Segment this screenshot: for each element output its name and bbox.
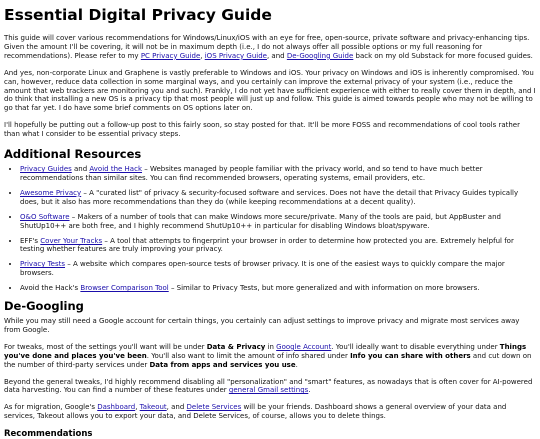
list-item: • Privacy Guides and Avoid the Hack – Websites managed by people familiar with the privacy world, and so tend to have much better recommendations than similar sites. You can find recommended browsers, operating systems, email providers, etc. — [20, 165, 536, 183]
intro-paragraph-3: I'll hopefully be putting out a follow-up post to this fairly soon, so stay posted for that. It'll be more FOSS and recommendations of cool tools rather than what I consider to be essential privacy steps. — [4, 121, 520, 139]
list-item: • EFF's Cover Your Tracks – A tool that attempts to fingerprint your browser in order to determine how protected you are. Extremely helpful for testing whether features are truly improving your privacy. — [20, 237, 536, 255]
degoogling-paragraph-1: While you may still need a Google account for certain things, you certainly can adjust settings to improve privacy and migrate most services away from Google. — [4, 317, 520, 334]
gmail-settings-link[interactable]: general Gmail settings — [228, 386, 309, 395]
degoogling-paragraph-4: As for migration, Google's Dashboard, Takeout, and Delete Services will be your friends. Dashboard shows a general overview of your data and services, Takeout allows you to export your data, and Delete Services, of course, allows you to delete things. — [4, 403, 507, 421]
pc-privacy-guide-link[interactable]: PC Privacy Guide — [140, 51, 201, 60]
list-item: • Avoid the Hack's Browser Comparison Tool – Similar to Privacy Tests, but more generalized and with information on more browsers. — [20, 284, 536, 293]
avoid-the-hack-link[interactable]: Avoid the Hack — [89, 165, 142, 174]
page-title: Essential Digital Privacy Guide — [4, 6, 272, 24]
list-item: • Privacy Tests – A website which compares open-source tests of browser privacy. It is one of the easiest ways to quickly compare the major browsers. — [20, 260, 536, 278]
privacy-guides-link[interactable]: Privacy Guides — [20, 165, 72, 174]
resource-list — [4, 165, 536, 293]
degoogling-heading: De-Googling — [4, 299, 84, 314]
intro-paragraph-2: And yes, non-corporate Linux and Graphene is vastly preferable to Windows and iOS. Your privacy on Windows and iOS is inherently compromised. You can, however, reduce data collection in some marginal ways, and you certainly can improve the external privacy of your system (i.e., reduce the amount that web trackers are monitoring you and such). Frankly, I do not yet have sufficient experience with either to really cover them in depth, and I do think that installing a new OS is a privacy tip that most people will just up and follow. This guide is aimed towards people who may not be willing to go that far yet. I do have some brief comments on OS options later on. — [4, 68, 536, 113]
browser-comparison-tool-link[interactable]: Browser Comparison Tool — [80, 284, 169, 293]
additional-resources-heading: Additional Resources — [4, 147, 142, 162]
oo-software-link[interactable]: O&O Software — [20, 212, 70, 221]
list-item: • Awesome Privacy – A "curated list" of privacy & security-focused software and services. Does not have the detail that Privacy Guides typically does, but it also has more recommendations than they do (while keeping recommendations at a decent quality). — [20, 189, 536, 207]
delete-services-link[interactable]: Delete Services — [186, 403, 242, 412]
dashboard-link[interactable]: Dashboard — [97, 403, 136, 412]
degoogling-paragraph-2: For tweaks, most of the settings you'll want will be under Data & Privacy in Google Account. You'll ideally want to disable everything under Things you've done and places you've been. You'll also want to limit the amount of info shared under Info you can share with others and cut down on the number of third-party services under Data from apps and services you use. — [4, 342, 532, 369]
privacy-tests-link[interactable]: Privacy Tests — [20, 260, 66, 269]
degoogling-paragraph-3: Beyond the general tweaks, I'd highly recommend disabling all "personalization" and "smart" features, as nowadays that is often cover for AI-powered data harvesting. You can find a number of these features under general Gmail settings. — [4, 377, 533, 395]
degoogling-guide-link[interactable]: De-Googling Guide — [286, 51, 354, 60]
cover-your-tracks-link[interactable]: Cover Your Tracks — [40, 236, 103, 245]
list-item: • O&O Software – Makers of a number of tools that can make Windows more secure/private. Many of the tools are paid, but AppBuster and ShutUp10++ are both free, and I highly recommend ShutUp10++ in particular for disabling Windows bloat/spyware. — [20, 213, 536, 231]
awesome-privacy-link[interactable]: Awesome Privacy — [20, 188, 82, 197]
intro-paragraph-1: This guide will cover various recommendations for Windows/Linux/iOS with an eye for free, open-source, private software and privacy-enhancing tips. Given the amount I'll be covering, it will not be in maximum depth (i.e., I do not always offer all possible options or my full reasoning for recommendations). Please refer to my PC Privacy Guide, iOS Privacy Guide, and De-Googling Guide back on my old Substack for more focused guides. — [4, 34, 533, 60]
takeout-link[interactable]: Takeout — [139, 403, 167, 412]
recommendations-heading: Recommendations — [4, 429, 93, 439]
ios-privacy-guide-link[interactable]: iOS Privacy Guide — [204, 51, 267, 60]
google-account-link[interactable]: Google Account — [276, 342, 332, 351]
